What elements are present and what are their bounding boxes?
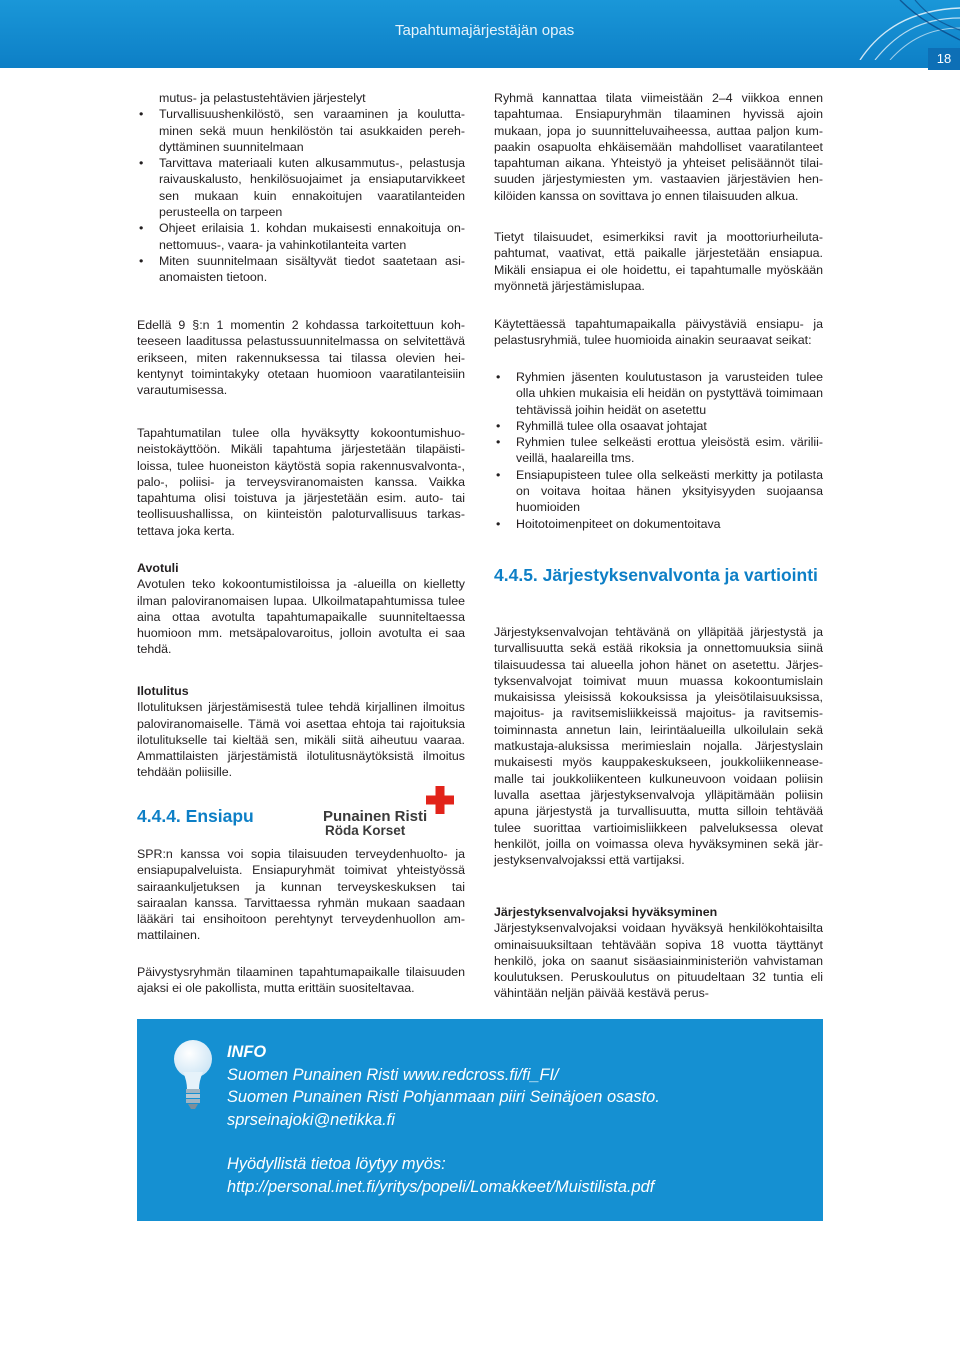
lightbulb-icon <box>173 1039 213 1111</box>
page-header <box>0 0 960 68</box>
column-left-top <box>137 90 465 286</box>
continued-line: mutus- ja pelastustehtävien järjestelyt <box>159 91 366 105</box>
useful-title: Hyödyllistä tietoa löytyy myös: <box>227 1155 446 1173</box>
hyvaksyminen-heading: Järjestyksenvalvojaksi hyväksyminen <box>494 905 718 919</box>
info-line: Suomen Punainen Risti Pohjanmaan piiri Seinäjoen osasto. <box>227 1088 660 1106</box>
list-item: • Hoitotoimenpiteet on dokumentoitava <box>494 516 823 532</box>
info-line: sprseinajoki@netikka.fi <box>227 1110 395 1129</box>
info-title: INFO <box>227 1043 267 1061</box>
paragraph: Ryhmä kannattaa tilata viimeistään 2–4 viikkoa ennen tapahtumaa. Ensiapuryhmän tilaaminen hyvissä ajoin mukaan, jopa jo suunnitteluvaiheessa, auttaa paljon kumpaakin osapuolta ehkäisemään mahdolliset vaaratilanteet tapahtuman aikana. Yhteistyö ja yhteiset pelisäännöt tilaisuuden järjestymiesten ym. vastaavien järjestävien henkilöiden kanssa on sovittava jo ennen tilaisuuden alkua. <box>494 91 823 203</box>
paragraph: Ilotulituksen järjestämisestä tulee tehdä kirjallinen ilmoitus paloviranomaiselle. Tämä voi asettaa ehtoja tai rajoituksia ilotulitukselle tai kieltää sen, mikäli siitä aiheutuu vaaraa. Ammattilaisten järjestämistä ilotulitusnäytöksistä ilmoitus tehdään poliisille. <box>137 700 465 780</box>
info-line: Suomen Punainen Risti www.redcross.fi/fi_FI/ <box>227 1065 559 1084</box>
info-box <box>137 1019 823 1221</box>
requirements-list <box>494 369 823 532</box>
paragraph: Avotulen teko kokoontumistiloissa ja -alueilla on kielletty ilman paloviranomaisen lupaa. Ulkoilmatapahtumissa tulee aina ottaa avotulta tapahtumapaikalle suunniteltaessa huomioon mm. metsäpalovaroitus, jolloin avotulta ei saa tehdä. <box>137 577 465 657</box>
useful-link[interactable]: http://personal.inet.fi/yritys/popeli/Lomakkeet/Muistilista.pdf <box>227 1177 655 1196</box>
paragraph: Järjestyksenvalvojan tehtävänä on ylläpitää järjestystä ja turvallisuutta sekä estää rikoksia ja onnettomuuksia siinä tilaisuudessa tai alueella johon hänet on asetettu. Järjestyksenvalvojat toimivat muun muassa kokoontumislain mukaisissa yleisissä kokouksissa ja yleisötilaisuuksissa, majoitus- ja ravitsemisliikkeissä majoitus- ja ravitsemistoiminnasta annetun lain, leirintäalueilla ulkoilulain sekä matkustaja-aluksissa merimieslain nojalla. Järjestyslain mukaisesti myös kauppakeskukseen, joukkoliikenneasemalle tai joukkoliikenteen kulkuneuvoon voidaan poliisin luvalla asettaa järjestyksenvalvoja ylläpitämään poliisin apuna järjestystä ja turvallisuutta, mutta silloin tehtävää tulee suorittaa vartioimisliikkeen palveluksessa olevat henkilöt, joilla on voimassa oleva hyväksyminen sekä järjestyksenvalvojakssi että vartijaksi. <box>494 625 823 868</box>
logo-text-fi: Punainen Risti <box>323 808 428 825</box>
section-heading-jarjestyksenvalvonta: 4.4.5. Järjestyksenvalvonta ja vartiointi <box>494 565 818 585</box>
list-item: • Turvallisuushenkilöstö, sen varaaminen ja kouluttaminen sekä muun henkilöstön tai asukkaiden perehdyttäminen suunnitelmaan <box>137 106 465 155</box>
bullet-list <box>137 106 465 285</box>
paragraph: Tietyt tilaisuudet, esimerkiksi ravit ja moottoriurheilutapahtumat, vaativat, että paikalle järjestetään ensiapua. Mikäli ensiapua ei ole hoidettu, ei tapahtumalle myöskään myönnetä järjestämislupaa. <box>494 230 823 293</box>
hyvaksyminen-section <box>494 904 823 1002</box>
spacer <box>227 1131 660 1153</box>
bullet-list <box>494 369 823 532</box>
paragraph: Tapahtumatilan tulee olla hyväksytty kokoontumishuoneistokäyttöön. Mikäli tapahtuma järjestetään tilapäistiloissa, tulee huoneiston käytöstä sopia rakennusvalvonta-, palo-, poliisi- ja terveysviranomaisten kanssa. Vaikka tapahtuma olisi toistuva ja järjestetään esim. auto- tai teollisuushallissa, on kiinteistön paloturvallisuus tarkastettava joka kerta. <box>137 426 465 538</box>
list-item: • Ryhmien tulee selkeästi erottua yleisöstä esim. väriliiveillä, haalareilla tms. <box>494 434 823 467</box>
avotuli-heading: Avotuli <box>137 561 179 575</box>
list-item: • Ryhmillä tulee olla osaavat johtajat <box>494 418 823 434</box>
ilotulitus-heading: Ilotulitus <box>137 684 189 698</box>
red-cross-logo <box>323 786 455 838</box>
logo-text-sv: Röda Korset <box>325 823 406 838</box>
list-item: • Ohjeet erilaisia 1. kohdan mukaisesti ennakoituja onnettomuus-, vaara- ja vahinkotilanteita varten <box>137 220 465 253</box>
page-number: 18 <box>928 48 960 70</box>
list-item: • Ryhmien jäsenten koulutustason ja varusteiden tulee olla uhkien mukaisia eli heidän on pystyttävä toimimaan tehtävissä joihin heidät on asetettu <box>494 369 823 418</box>
header-title: Tapahtumajärjestäjän opas <box>395 22 575 39</box>
paragraph: SPR:n kanssa voi sopia tilaisuuden terveydenhuolto- ja ensiapupalveluista. Ensiapuryhmät toimivat yhteistyössä sairaankuljetuksen ja kunnan terveyskeskuksen tai sairaalan kanssa. Tarvittaessa ryhmän mukaan saadaan lääkäri tai ensihoitoon perehtynyt terveydenhuollon ammattilainen. <box>137 847 465 943</box>
paragraph: Päivystysryhmän tilaaminen tapahtumapaikalle tilaisuuden ajaksi ei ole pakollista, mutta erittäin suositeltavaa. <box>137 965 465 996</box>
list-item: • Miten suunnitelmaan sisältyvät tiedot saatetaan asianomaisten tietoon. <box>137 253 465 286</box>
ilotulitus-section <box>137 683 465 781</box>
paragraph: Järjestyksenvalvojaksi voidaan hyväksyä henkilökohtaisilta ominaisuuksiltaan tehtävään sopiva 18 vuotta täyttänyt henkilö, joka on saanut sisäasiainministeriön vahvistaman koulutuksen. Peruskoulutus on pituudeltaan 32 tuntia eli vähintään neljän päivää kestävä perus- <box>494 921 823 1001</box>
red-cross-icon <box>426 786 454 814</box>
list-item: • Ensiapupisteen tulee olla selkeästi merkitty ja potilasta on voitava hoitaa hänen yksityisyyden suojaansa huomioiden <box>494 467 823 516</box>
avotuli-section <box>137 560 465 658</box>
section-heading-ensiapu: 4.4.4. Ensiapu <box>137 806 254 826</box>
info-text <box>227 1041 660 1198</box>
paragraph: Käytettäessä tapahtumapaikalla päivystäviä ensiapu- ja pelastusryhmiä, tulee huomioida ainakin seuraavat seikat: <box>494 317 823 348</box>
paragraph: Edellä 9 §:n 1 momentin 2 kohdassa tarkoitettuun kohteeseen laaditussa pelastussuunnitelmassa on selvitettävä erikseen, miten rakennuksessa tai tilassa olevien heikentynyt toimintakyky otetaan huomioon vaaratilanteisiin varautumisessa. <box>137 318 465 398</box>
list-item: • Tarvittava materiaali kuten alkusammutus-, pelastusja raivauskalusto, henkilösuojaimet ja ensiaputarvikkeet sen mukaan kuin ennakoitujen vaaratilanteiden perusteella on tarpeen <box>137 155 465 220</box>
